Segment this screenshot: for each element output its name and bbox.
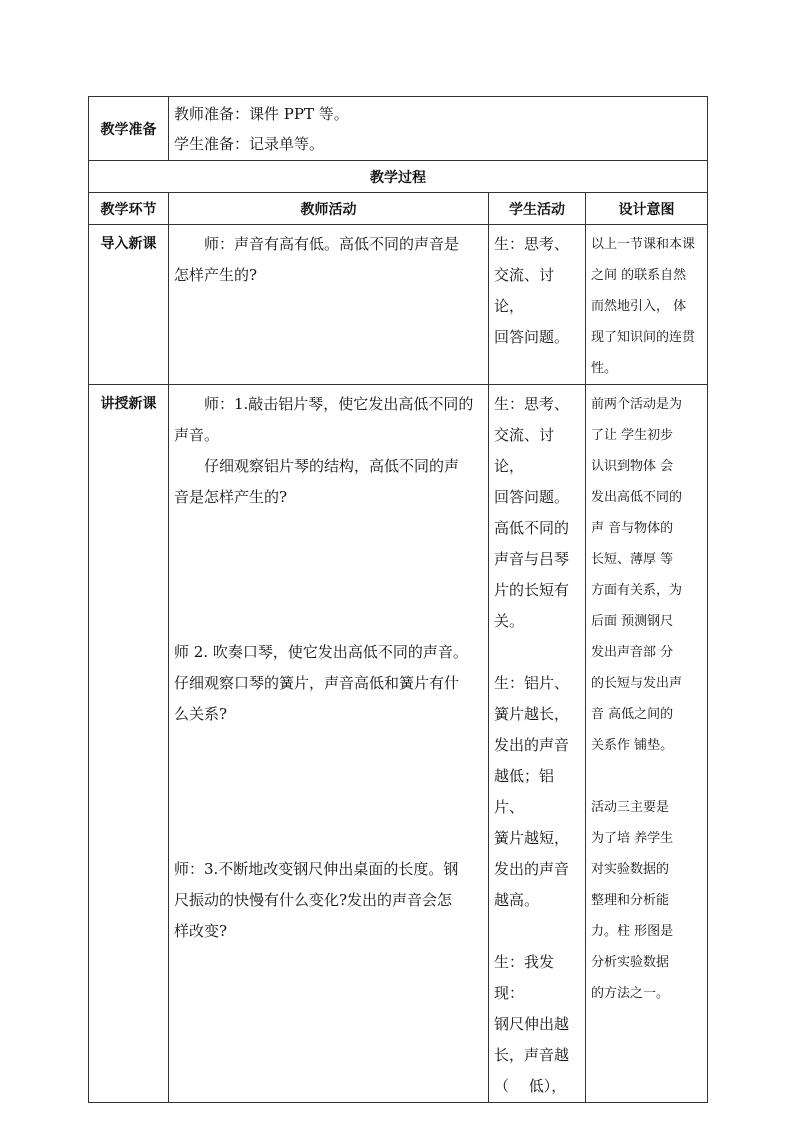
lecture-student-line: 发出的声音 (494, 860, 570, 878)
lecture-teacher-line: 尺振动的快慢有什么变化?发出的声音会怎 (174, 891, 453, 909)
lecture-teacher-line: 仔细观察口琴的簧片，声音高低和簧片有什 (174, 674, 460, 692)
lecture-intent-line: 后面 预测钢尺 (591, 614, 674, 629)
intro-stage-text: 导入新课 (100, 236, 157, 252)
lecture-intent-line: 整理和分析能 (591, 893, 670, 908)
header-teacher: 教师活动 (169, 193, 489, 225)
lecture-intent-line: 方面有关系，为 (591, 583, 683, 598)
intro-student-line: 交流、讨论， (494, 266, 555, 315)
lecture-intent-line: 长短、薄厚 等 (591, 552, 674, 567)
lecture-teacher (169, 385, 489, 1103)
lecture-stage (89, 385, 169, 1103)
lecture-intent-line: 了让 学生初步 (591, 428, 674, 443)
header-intent: 设计意图 (586, 193, 708, 225)
header-stage: 教学环节 (89, 193, 169, 225)
lecture-intent-line: 关系作 铺垫。 (591, 738, 674, 753)
intro-teacher (169, 225, 489, 385)
intro-intent-line: 性。 (591, 361, 618, 376)
lecture-student (489, 385, 586, 1103)
prep-label (89, 97, 169, 161)
lecture-student-line: 生：我发现： (494, 953, 555, 1002)
header-student: 学生活动 (489, 193, 586, 225)
lecture-student-line: 回答问题。 (494, 488, 570, 506)
intro-teacher-line: 怎样产生的? (174, 266, 258, 284)
lecture-student-line: （ 低）， (494, 1077, 567, 1095)
lecture-student-line: 越低；铝片、 (494, 767, 555, 816)
intro-intent-line: 以上一节课和本课 (591, 237, 696, 252)
lecture-stage-text: 讲授新课 (100, 396, 157, 412)
lesson-plan-table (88, 96, 708, 1103)
intro-stage (89, 225, 169, 385)
lecture-student-line: 发出的声音 (494, 736, 570, 754)
lecture-teacher-line: 样改变? (174, 922, 228, 940)
lecture-student-line: 声音与吕琴 (494, 550, 570, 568)
lecture-intent-line: 的长短与发出声 (591, 676, 683, 691)
lecture-student-line: 簧片越短， (494, 829, 570, 847)
lecture-student-line: 簧片越长， (494, 705, 570, 723)
lecture-student-line: 越高。 (494, 891, 540, 909)
lecture-student-line: 关。 (494, 612, 525, 630)
intro-student-line: 回答问题。 (494, 328, 570, 346)
intro-student (489, 225, 586, 385)
lecture-teacher-line: 师：3.不断地改变钢尺伸出桌面的长度。钢 (174, 860, 459, 878)
intro-teacher-line: 师：声音有高有低。高低不同的声音是 (204, 235, 460, 253)
prep-teacher: 教师准备：课件 PPT 等。 (174, 105, 349, 123)
lecture-intent-line: 发出高低不同的 (591, 490, 683, 505)
header-row (89, 193, 708, 225)
lecture-student-line: 高低不同的 (494, 519, 570, 537)
lecture-intent (586, 385, 708, 1103)
lecture-intent-line: 的方法之一。 (591, 986, 670, 1001)
process-title: 教学过程 (89, 161, 708, 193)
intro-intent-line: 现了知识间的连贯 (591, 330, 696, 345)
lecture-student-line: 交流、讨论， (494, 426, 555, 475)
prep-content (169, 97, 708, 161)
lecture-teacher-line: 仔细观察铝片琴的结构，高低不同的声 (204, 457, 460, 475)
lecture-student-line: 钢尺伸出越 (494, 1015, 570, 1033)
lecture-teacher-line: 师：1.敲击铝片琴，使它发出高低不同的 (204, 395, 474, 413)
intro-intent (586, 225, 708, 385)
lecture-intent-line: 认识到物体 会 (591, 459, 674, 474)
lecture-teacher-line: 声音。 (174, 426, 220, 444)
lecture-student-line: 片的长短有 (494, 581, 570, 599)
lecture-row (89, 385, 708, 1103)
lecture-intent-line: 音 高低之间的 (591, 707, 674, 722)
lecture-intent-line: 为了培 养学生 (591, 831, 674, 846)
lecture-intent-line: 分析实验数据 (591, 955, 670, 970)
lecture-student-line: 长，声音越 (494, 1046, 570, 1064)
lecture-teacher-line: 师 2. 吹奏口琴，使它发出高低不同的声音。 (174, 643, 468, 661)
intro-row (89, 225, 708, 385)
lecture-teacher-line: 么关系? (174, 705, 228, 723)
prep-student: 学生准备：记录单等。 (174, 135, 325, 153)
lecture-student-line: 生：铝片、 (494, 674, 570, 692)
lecture-intent-line: 前两个活动是为 (591, 397, 683, 412)
prep-label-text: 教学准备 (100, 121, 157, 138)
lecture-intent-line: 声 音与物体的 (591, 521, 674, 536)
lecture-teacher-line: 音是怎样产生的? (174, 488, 288, 506)
lecture-intent-line: 活动三主要是 (591, 800, 670, 815)
lecture-student-line: 生：思考、 (494, 395, 570, 413)
lecture-intent-line: 力。柱 形图是 (591, 924, 674, 939)
process-title-row (89, 161, 708, 193)
intro-intent-line: 而然地引入， 体 (591, 299, 687, 314)
intro-student-line: 生：思考、 (494, 235, 570, 253)
lecture-intent-line: 对实验数据的 (591, 862, 670, 877)
intro-intent-line: 之间 的联系自然 (591, 268, 687, 283)
lecture-intent-line: 发出声音部 分 (591, 645, 674, 660)
prep-row (89, 97, 708, 161)
